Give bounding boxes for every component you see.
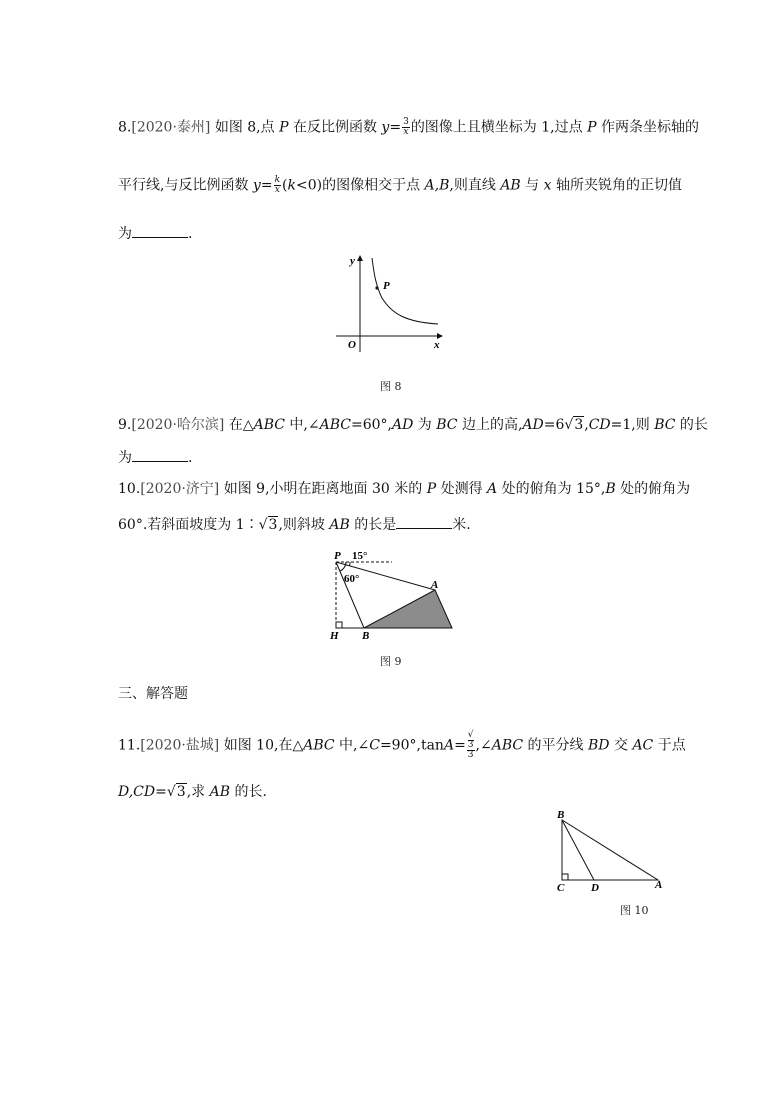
fig8-label-o: O xyxy=(348,339,356,351)
q9-line-1 xyxy=(118,416,708,434)
q8-text: 作两条坐标轴的 xyxy=(596,119,699,136)
fraction-denominator: 3 xyxy=(467,750,474,760)
var-cd: CD xyxy=(588,417,611,433)
q10-line-1 xyxy=(118,480,690,498)
q9-source: [2020·哈尔滨] xyxy=(131,417,225,433)
q11-text: = xyxy=(454,737,466,754)
var-ab: AB xyxy=(209,784,231,800)
q11-number: 11. xyxy=(118,737,141,754)
q8-line-3 xyxy=(118,224,192,243)
fig9-label-60: 60° xyxy=(344,573,360,585)
q10-text: 处的俯角为 15°, xyxy=(497,481,606,497)
q8-source: [2020·泰州] xyxy=(131,119,211,136)
q10-line-2 xyxy=(118,515,471,534)
fig8-label-y: y xyxy=(350,255,355,267)
slope-shaded-triangle xyxy=(364,590,452,628)
q11-text: ,∠ xyxy=(475,737,492,754)
q11-text: 的长. xyxy=(230,784,267,800)
radicand: 3 xyxy=(467,740,474,750)
var-d-cd: D,CD xyxy=(118,784,156,800)
sqrt-3: √3 xyxy=(564,417,584,433)
q9-text: 在△ xyxy=(228,417,254,433)
var-p: P xyxy=(426,481,437,497)
q10-source: [2020·济宁] xyxy=(140,481,220,497)
point-p xyxy=(375,286,378,289)
q8-text: . xyxy=(188,226,193,242)
q9-text: =6 xyxy=(543,417,565,433)
q11-text: 的平分线 xyxy=(523,737,589,754)
fig10-label-a: A xyxy=(655,879,663,891)
triangle-abc xyxy=(562,820,658,880)
figure-8-caption: 图 8 xyxy=(380,380,402,393)
fig9-label-a: A xyxy=(431,579,439,591)
var-bd: BD xyxy=(588,737,610,754)
figure-9-caption: 图 9 xyxy=(380,655,402,668)
var-y: y xyxy=(381,119,390,136)
var-abc: ABC xyxy=(319,417,351,433)
figure-10 xyxy=(554,806,670,892)
q8-text: 与 xyxy=(520,177,544,194)
q8-text: 在反比例函数 xyxy=(288,119,382,136)
q9-text: =1,则 xyxy=(610,417,655,433)
figure-10-caption: 图 10 xyxy=(620,904,649,917)
var-abc: ABC xyxy=(303,737,335,754)
var-a: A xyxy=(443,737,455,754)
var-y: y xyxy=(252,177,261,194)
q9-text: 为 xyxy=(413,417,437,433)
q11-source: [2020·盐城] xyxy=(140,737,220,754)
fraction-numerator: 3 xyxy=(403,117,409,127)
q10-text: ,则斜坡 xyxy=(278,517,330,533)
q11-text: 如图 10,在△ xyxy=(223,737,304,754)
section-heading: 三、解答题 xyxy=(118,686,188,702)
q9-text: , xyxy=(584,417,589,433)
answer-blank[interactable] xyxy=(132,224,188,238)
q8-text: 平行线,与反比例函数 xyxy=(118,177,253,194)
radicand: 3 xyxy=(268,517,278,533)
var-ab: AB xyxy=(329,517,350,533)
q10-text: 处测得 xyxy=(436,481,488,497)
var-p: P xyxy=(279,119,289,136)
q8-line-2 xyxy=(118,176,682,195)
q11-line-2 xyxy=(118,783,267,801)
q8-text: 轴所夹锐角的正切值 xyxy=(551,177,682,194)
sight-line-pb xyxy=(336,562,364,628)
q10-text: 米. xyxy=(452,517,471,533)
var-b: B xyxy=(605,481,616,497)
fig9-label-p: P xyxy=(334,550,341,562)
figure-9 xyxy=(324,548,458,640)
var-ab: AB xyxy=(500,177,521,194)
var-ac: AC xyxy=(632,737,654,754)
q9-number: 9. xyxy=(118,417,132,433)
answer-blank[interactable] xyxy=(132,448,188,462)
right-angle-mark xyxy=(336,622,342,628)
sqrt-3: √3 xyxy=(166,784,186,800)
var-ad: AD xyxy=(392,417,414,433)
equals: = xyxy=(389,119,402,136)
sqrt-3: √3 xyxy=(258,517,278,533)
fraction-numerator: k xyxy=(274,175,281,185)
fig9-label-h: H xyxy=(330,630,339,640)
q8-text: 如图 8,点 xyxy=(214,119,280,136)
q11-line-1 xyxy=(118,731,686,760)
fig9-label-b: B xyxy=(362,630,370,640)
fig10-label-d: D xyxy=(591,882,599,892)
radicand: 3 xyxy=(574,417,584,433)
fraction-sqrt3-over-3 xyxy=(467,731,475,760)
fraction-numerator: √ 3 xyxy=(467,730,474,750)
q11-text: =90°,tan xyxy=(379,737,444,754)
q9-text: 为 xyxy=(118,450,132,466)
q8-text: 为 xyxy=(118,226,132,242)
var-x: x xyxy=(543,177,552,194)
var-abc: ABC xyxy=(253,417,285,433)
q9-text: 的长 xyxy=(675,417,708,433)
fraction-3-over-x xyxy=(402,118,410,137)
radicand: 3 xyxy=(176,784,186,800)
fraction-denominator: x xyxy=(403,127,409,137)
var-ad: AD xyxy=(522,417,544,433)
var-c: C xyxy=(369,737,380,754)
fig9-label-15: 15° xyxy=(352,550,368,562)
q11-text: 交 xyxy=(609,737,633,754)
q8-number: 8. xyxy=(118,119,132,136)
var-p: P xyxy=(587,119,597,136)
fig10-label-b: B xyxy=(557,809,565,821)
fraction-k-over-x xyxy=(274,176,281,195)
angle-arc-15 xyxy=(350,562,351,566)
right-angle-mark xyxy=(562,874,568,880)
fig10-label-c: C xyxy=(557,882,565,892)
answer-blank[interactable] xyxy=(396,515,452,529)
q11-text: 于点 xyxy=(653,737,686,754)
fraction-denominator: x xyxy=(274,185,280,195)
q9-text: 中,∠ xyxy=(284,417,320,433)
var-a: A xyxy=(487,481,498,497)
q8-text: <0)的图像相交于点 xyxy=(295,177,425,194)
var-a-b: A,B xyxy=(424,177,450,194)
var-abc: ABC xyxy=(491,737,524,754)
q11-text: ,求 xyxy=(186,784,210,800)
fig8-label-p: P xyxy=(383,280,390,292)
q10-text: 如图 9,小明在距离地面 30 米的 xyxy=(223,481,427,497)
equals: = xyxy=(155,784,167,800)
q8-text: ( xyxy=(282,177,288,194)
q8-text: 的图像上且横坐标为 1,过点 xyxy=(410,119,588,136)
fig8-label-x: x xyxy=(434,339,440,351)
q8-line-1 xyxy=(118,118,699,137)
var-bc: BC xyxy=(436,417,458,433)
var-bc: BC xyxy=(654,417,676,433)
bisector-bd xyxy=(562,820,594,880)
q10-text: 的长是 xyxy=(349,517,397,533)
figure-8 xyxy=(334,252,454,356)
q11-text: 中,∠ xyxy=(334,737,370,754)
q9-text: . xyxy=(188,450,193,466)
q9-text: =60°, xyxy=(351,417,392,433)
q9-line-2 xyxy=(118,448,192,467)
hyperbola-curve xyxy=(372,258,438,324)
q9-text: 边上的高, xyxy=(457,417,523,433)
equals: = xyxy=(260,177,273,194)
q10-text: 处的俯角为 xyxy=(615,481,691,497)
var-k: k xyxy=(287,177,296,194)
q10-text: 60°.若斜面坡度为 1∶ xyxy=(118,517,259,533)
q8-text: ,则直线 xyxy=(449,177,501,194)
q10-number: 10. xyxy=(118,481,141,497)
